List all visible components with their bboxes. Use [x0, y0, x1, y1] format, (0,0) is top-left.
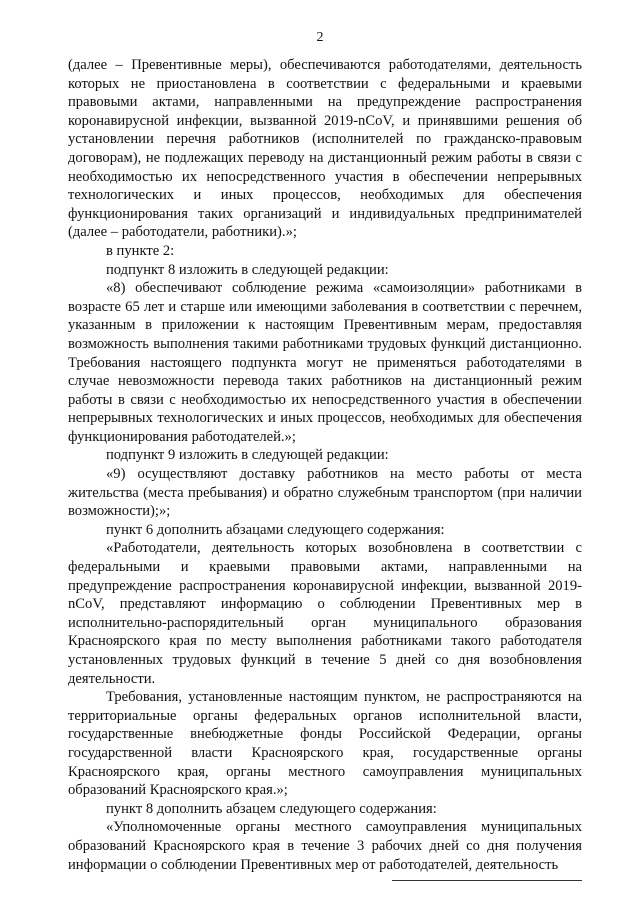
paragraph-10: пункт 8 дополнить абзацем следующего содержания:	[106, 800, 437, 817]
paragraph-9: Требования, установленные настоящим пунктом, не распространяются на территориальные органы федеральных органов исполнительной власти, государственные внебюджетные фонды Российской Федерации, органы государственной власти Красноярского края, государственные органы Красноярского края, органы местного самоуправления муниципальных образований Красноярского края.»;	[68, 689, 582, 799]
paragraph-8: «Работодатели, деятельность которых возобновлена в соответствии с федеральными и краевыми правовыми актами, направленными на предупреждение распространения коронавирусной инфекции, вызванной 2019-nCoV, представляют информацию о соблюдении Превентивных мер в исполнительно-распорядительный орган муниципального образования Красноярского края по месту выполнения работниками такого работодателя установленных трудовых функций в течение 5 дней со дня возобновления деятельности.	[68, 540, 582, 687]
paragraph-11: «Уполномоченные органы местного самоуправления муниципальных образований Красноярского края в течение 3 рабочих дней со дня получения информации о соблюдении Превентивных мер от работодателей, деятельность	[68, 819, 582, 873]
document-body	[68, 56, 582, 874]
footer-divider	[392, 880, 582, 881]
paragraph-6: «9) осуществляют доставку работников на место работы от места жительства (места пребывания) и обратно служебным транспортом (при наличии возможности);»;	[68, 466, 582, 520]
page-number: 2	[316, 30, 324, 45]
paragraph-3: подпункт 8 изложить в следующей редакции:	[106, 261, 389, 278]
paragraph-4: «8) обеспечивают соблюдение режима «самоизоляции» работниками в возрасте 65 лет и старше или имеющими заболевания в соответствии с перечнем, указанным в приложении к настоящим Превентивным мерам, предоставляя возможность выполнения такими работниками трудовых функций дистанционно. Требования настоящего подпункта могут не применяться работодателями в случае невозможности перевода таких работников на дистанционный режим работы в связи с необходимостью их непосредственного участия в обеспечении непрерывных технологических и иных процессов, необходимых для обеспечения функционирования работодателей.»;	[68, 280, 582, 445]
paragraph-1: (далее – Превентивные меры), обеспечиваются работодателями, деятельность которых не приостановлена в соответствии с федеральными и краевыми правовыми актами, направленными на предупреждение распространения коронавирусной инфекции, вызванной 2019-nCoV, и принявшими решения об установлении перечня работников (исполнителей по гражданско-правовым договорам), не подлежащих переводу на дистанционный режим работы в связи с необходимостью их непосредственного участия в обеспечении непрерывных технологических и иных процессов, необходимых для обеспечения функционирования таких организаций и индивидуальных предпринимателей (далее – работодатели, работники).»;	[68, 57, 582, 241]
paragraph-5: подпункт 9 изложить в следующей редакции:	[106, 447, 389, 464]
paragraph-7: пункт 6 дополнить абзацами следующего содержания:	[106, 521, 445, 538]
paragraph-2: в пункте 2:	[106, 242, 175, 259]
